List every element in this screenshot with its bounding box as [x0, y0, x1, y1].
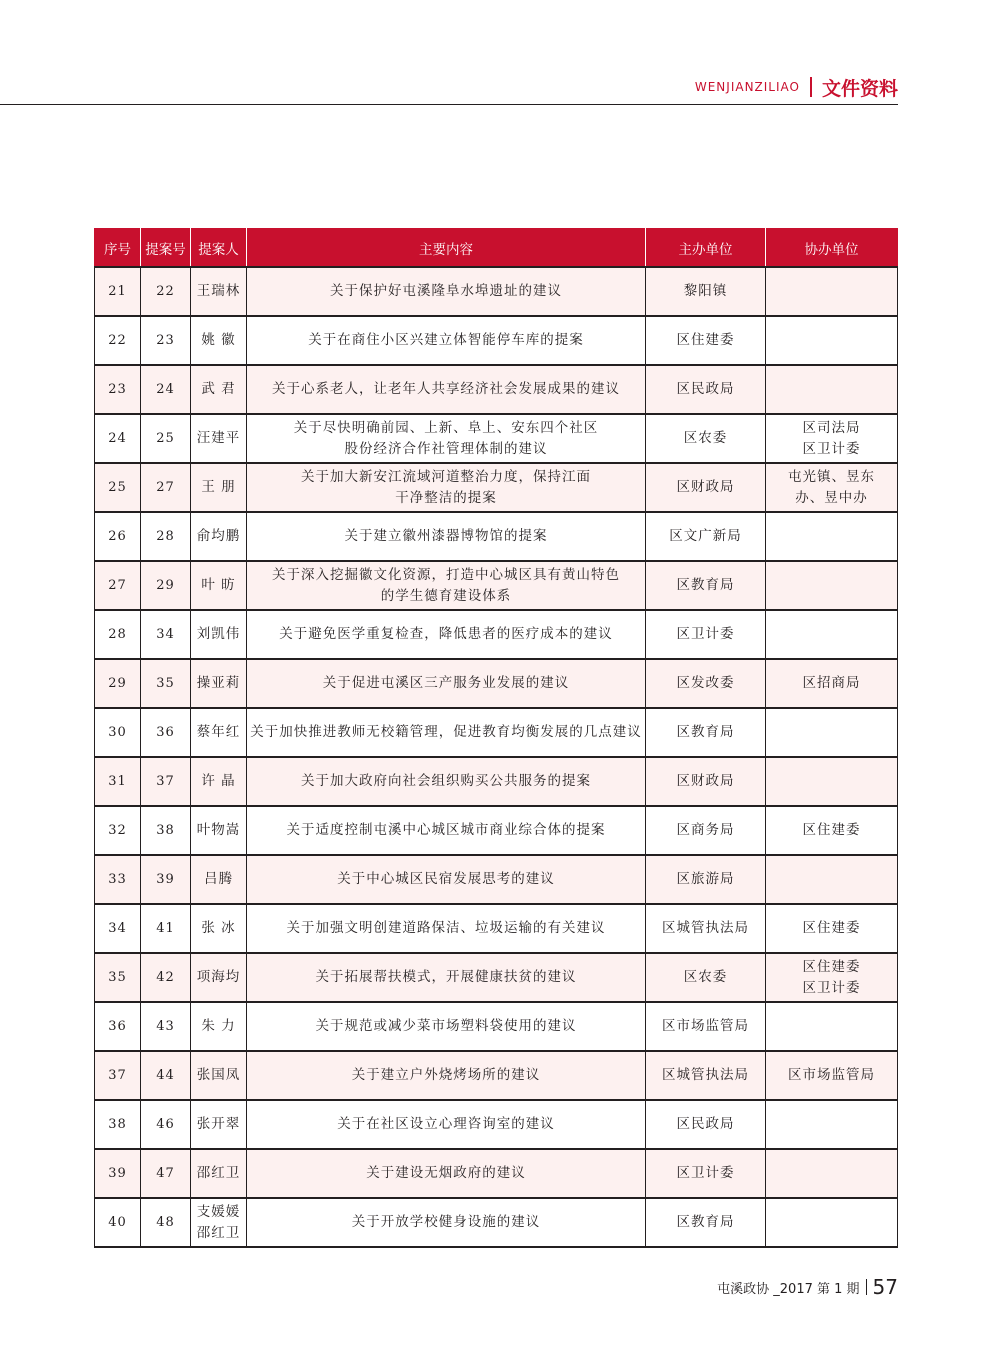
cell-assist-unit — [766, 708, 898, 757]
content-line: 关于建立徽州漆器博物馆的提案 — [344, 528, 548, 544]
cell-proposal-no: 27 — [141, 463, 191, 512]
page-number: 57 — [872, 1275, 898, 1299]
proposer-name: 操亚莉 — [196, 675, 241, 691]
content-line: 关于深入挖掘徽文化资源，打造中心城区具有黄山特色 — [272, 566, 620, 583]
table-row — [95, 708, 898, 757]
cell-assist-unit — [766, 953, 898, 1002]
table-row — [95, 512, 898, 561]
cell-host-unit: 区民政局 — [646, 1100, 766, 1149]
cell-proposer — [191, 316, 247, 365]
cell-content — [247, 512, 646, 561]
cell-assist-unit — [766, 1051, 898, 1100]
assist-unit: 区住建委 — [802, 822, 861, 838]
header-rule — [0, 104, 898, 105]
proposer-name: 支媛媛 — [196, 1203, 241, 1220]
cell-proposal-no: 22 — [141, 267, 191, 316]
cell-proposer — [191, 1198, 247, 1247]
assist-unit: 区卫计委 — [802, 979, 861, 996]
cell-proposal-no: 44 — [141, 1051, 191, 1100]
table-row — [95, 1002, 898, 1051]
cell-proposer — [191, 610, 247, 659]
cell-proposal-no: 48 — [141, 1198, 191, 1247]
cell-seq: 23 — [95, 365, 141, 414]
cell-proposal-no: 34 — [141, 610, 191, 659]
cell-proposal-no: 47 — [141, 1149, 191, 1198]
cell-seq: 39 — [95, 1149, 141, 1198]
cell-proposer — [191, 561, 247, 610]
page-footer — [717, 1275, 898, 1299]
cell-assist-unit — [766, 659, 898, 708]
cell-assist-unit — [766, 365, 898, 414]
cell-host-unit: 区卫计委 — [646, 1149, 766, 1198]
cell-assist-unit — [766, 757, 898, 806]
table-row — [95, 1149, 898, 1198]
table-row — [95, 610, 898, 659]
header-section-title: 文件资料 — [821, 77, 898, 100]
cell-assist-unit — [766, 806, 898, 855]
cell-proposal-no: 25 — [141, 414, 191, 463]
proposer-name: 姚 徽 — [201, 332, 236, 348]
cell-content — [247, 953, 646, 1002]
cell-host-unit: 区城管执法局 — [646, 904, 766, 953]
proposer-name: 朱 力 — [201, 1018, 236, 1034]
cell-proposal-no: 29 — [141, 561, 191, 610]
cell-proposer — [191, 855, 247, 904]
content-line: 关于开放学校健身设施的建议 — [351, 1214, 541, 1230]
cell-assist-unit — [766, 1149, 898, 1198]
cell-host-unit: 区城管执法局 — [646, 1051, 766, 1100]
proposer-name: 邵红卫 — [196, 1165, 241, 1181]
table-row — [95, 953, 898, 1002]
table-header-row — [95, 229, 898, 268]
column-header-proposer: 提案人 — [191, 229, 247, 268]
cell-proposer — [191, 512, 247, 561]
cell-content — [247, 414, 646, 463]
cell-proposal-no: 24 — [141, 365, 191, 414]
cell-assist-unit — [766, 561, 898, 610]
assist-unit: 屯光镇、昱东 — [788, 468, 875, 485]
content-line: 关于适度控制屯溪中心城区城市商业综合体的提案 — [286, 822, 606, 838]
cell-content — [247, 1149, 646, 1198]
content-line: 关于在社区设立心理咨询室的建议 — [337, 1116, 555, 1132]
cell-seq: 24 — [95, 414, 141, 463]
table-body — [95, 267, 898, 1247]
cell-seq: 35 — [95, 953, 141, 1002]
content-line: 关于规范或减少菜市场塑料袋使用的建议 — [315, 1018, 577, 1034]
content-line: 关于建立户外烧烤场所的建议 — [351, 1067, 541, 1083]
cell-content — [247, 610, 646, 659]
content-line: 关于加大新安江流域河道整治力度，保持江面 — [301, 468, 591, 485]
cell-host-unit: 区旅游局 — [646, 855, 766, 904]
cell-host-unit: 区市场监管局 — [646, 1002, 766, 1051]
content-line: 的学生德育建设体系 — [380, 587, 512, 604]
cell-assist-unit — [766, 1002, 898, 1051]
assist-unit: 区招商局 — [802, 675, 861, 691]
cell-proposer — [191, 953, 247, 1002]
assist-unit: 区卫计委 — [802, 440, 861, 457]
cell-content — [247, 708, 646, 757]
cell-host-unit: 区民政局 — [646, 365, 766, 414]
cell-proposal-no: 41 — [141, 904, 191, 953]
cell-assist-unit — [766, 1100, 898, 1149]
column-header-assist-unit: 协办单位 — [766, 229, 898, 268]
cell-assist-unit — [766, 463, 898, 512]
proposer-name: 叶物嵩 — [196, 822, 241, 838]
cell-seq: 32 — [95, 806, 141, 855]
proposer-name: 张 冰 — [201, 920, 236, 936]
proposer-name: 邵红卫 — [196, 1224, 241, 1241]
cell-content — [247, 1100, 646, 1149]
cell-proposer — [191, 1051, 247, 1100]
cell-host-unit: 区教育局 — [646, 561, 766, 610]
cell-proposer — [191, 365, 247, 414]
cell-proposer — [191, 708, 247, 757]
cell-proposer — [191, 904, 247, 953]
header-divider — [810, 77, 812, 97]
content-line: 关于建设无烟政府的建议 — [366, 1165, 526, 1181]
cell-proposer — [191, 659, 247, 708]
assist-unit: 区住建委 — [802, 920, 861, 936]
cell-seq: 29 — [95, 659, 141, 708]
cell-content — [247, 757, 646, 806]
content-line: 关于加大政府向社会组织购买公共服务的提案 — [301, 773, 591, 789]
cell-content — [247, 365, 646, 414]
assist-unit: 区住建委 — [802, 958, 861, 975]
proposer-name: 汪建平 — [196, 430, 241, 446]
cell-host-unit: 区商务局 — [646, 806, 766, 855]
cell-host-unit: 区文广新局 — [646, 512, 766, 561]
page-header — [695, 72, 898, 102]
content-line: 关于避免医学重复检查，降低患者的医疗成本的建议 — [279, 626, 613, 642]
cell-assist-unit — [766, 610, 898, 659]
cell-proposer — [191, 463, 247, 512]
cell-host-unit: 黎阳镇 — [646, 267, 766, 316]
cell-seq: 36 — [95, 1002, 141, 1051]
table-row — [95, 1100, 898, 1149]
cell-host-unit: 区教育局 — [646, 708, 766, 757]
cell-content — [247, 1051, 646, 1100]
proposer-name: 俞均鹏 — [196, 528, 241, 544]
table-row — [95, 855, 898, 904]
cell-proposer — [191, 1002, 247, 1051]
cell-proposal-no: 42 — [141, 953, 191, 1002]
assist-unit: 办、昱中办 — [795, 489, 868, 506]
table-row — [95, 1051, 898, 1100]
cell-proposal-no: 38 — [141, 806, 191, 855]
proposer-name: 张开翠 — [196, 1116, 241, 1132]
cell-seq: 34 — [95, 904, 141, 953]
column-header-host-unit: 主办单位 — [646, 229, 766, 268]
table-row — [95, 757, 898, 806]
content-line: 关于促进屯溪区三产服务业发展的建议 — [322, 675, 570, 691]
cell-seq: 40 — [95, 1198, 141, 1247]
cell-proposer — [191, 1100, 247, 1149]
proposer-name: 王瑞林 — [196, 283, 241, 299]
cell-content — [247, 1002, 646, 1051]
cell-seq: 26 — [95, 512, 141, 561]
column-header-content: 主要内容 — [247, 229, 646, 268]
cell-seq: 21 — [95, 267, 141, 316]
cell-content — [247, 1198, 646, 1247]
proposal-table — [94, 228, 898, 1248]
cell-seq: 38 — [95, 1100, 141, 1149]
content-line: 股份经济合作社管理体制的建议 — [344, 440, 548, 457]
cell-proposal-no: 37 — [141, 757, 191, 806]
cell-proposer — [191, 757, 247, 806]
cell-proposer — [191, 806, 247, 855]
cell-seq: 31 — [95, 757, 141, 806]
content-line: 关于加快推进教师无校籍管理，促进教育均衡发展的几点建议 — [250, 724, 642, 740]
cell-content — [247, 463, 646, 512]
cell-assist-unit — [766, 267, 898, 316]
cell-host-unit: 区住建委 — [646, 316, 766, 365]
cell-proposal-no: 39 — [141, 855, 191, 904]
cell-proposal-no: 35 — [141, 659, 191, 708]
cell-seq: 30 — [95, 708, 141, 757]
cell-proposer — [191, 267, 247, 316]
cell-content — [247, 267, 646, 316]
cell-proposal-no: 46 — [141, 1100, 191, 1149]
table-row — [95, 414, 898, 463]
proposer-name: 武 君 — [201, 381, 236, 397]
content-line: 关于中心城区民宿发展思考的建议 — [337, 871, 555, 887]
cell-proposer — [191, 1149, 247, 1198]
cell-host-unit: 区财政局 — [646, 757, 766, 806]
proposer-name: 蔡年红 — [196, 724, 241, 740]
assist-unit: 区市场监管局 — [788, 1067, 875, 1083]
header-english: WENJIANZILIAO — [694, 80, 800, 94]
table-row — [95, 1198, 898, 1247]
table-row — [95, 806, 898, 855]
cell-assist-unit — [766, 414, 898, 463]
content-line: 关于拓展帮扶模式，开展健康扶贫的建议 — [315, 969, 577, 985]
cell-seq: 37 — [95, 1051, 141, 1100]
cell-assist-unit — [766, 855, 898, 904]
cell-content — [247, 316, 646, 365]
cell-assist-unit — [766, 904, 898, 953]
cell-content — [247, 806, 646, 855]
table-row — [95, 904, 898, 953]
cell-seq: 28 — [95, 610, 141, 659]
proposer-name: 张国凤 — [196, 1067, 241, 1083]
table-row — [95, 463, 898, 512]
content-line: 干净整洁的提案 — [395, 489, 497, 506]
cell-proposal-no: 28 — [141, 512, 191, 561]
cell-assist-unit — [766, 512, 898, 561]
cell-seq: 25 — [95, 463, 141, 512]
cell-proposal-no: 36 — [141, 708, 191, 757]
content-line: 关于保护好屯溪隆阜水埠遗址的建议 — [330, 283, 562, 299]
proposer-name: 叶 昉 — [201, 577, 236, 593]
cell-proposal-no: 43 — [141, 1002, 191, 1051]
cell-host-unit: 区财政局 — [646, 463, 766, 512]
table-row — [95, 365, 898, 414]
cell-seq: 22 — [95, 316, 141, 365]
content-line: 关于尽快明确前园、上新、阜上、安东四个社区 — [293, 419, 599, 436]
cell-assist-unit — [766, 316, 898, 365]
cell-content — [247, 561, 646, 610]
cell-host-unit: 区卫计委 — [646, 610, 766, 659]
table-row — [95, 267, 898, 316]
cell-content — [247, 659, 646, 708]
cell-seq: 27 — [95, 561, 141, 610]
content-line: 关于在商住小区兴建立体智能停车库的提案 — [308, 332, 584, 348]
footer-publication: 屯溪政协 _2017 第 1 期 — [717, 1281, 860, 1297]
table-row — [95, 316, 898, 365]
cell-assist-unit — [766, 1198, 898, 1247]
cell-seq: 33 — [95, 855, 141, 904]
cell-host-unit: 区教育局 — [646, 1198, 766, 1247]
cell-proposal-no: 23 — [141, 316, 191, 365]
cell-host-unit: 区农委 — [646, 414, 766, 463]
cell-content — [247, 904, 646, 953]
proposer-name: 刘凯伟 — [196, 626, 241, 642]
table-row — [95, 659, 898, 708]
proposer-name: 许 晶 — [201, 773, 236, 789]
cell-proposer — [191, 414, 247, 463]
proposer-name: 项海均 — [196, 969, 241, 985]
column-header-seq: 序号 — [95, 229, 141, 268]
cell-host-unit: 区农委 — [646, 953, 766, 1002]
footer-divider — [866, 1279, 867, 1295]
column-header-proposal-no: 提案号 — [141, 229, 191, 268]
content-line: 关于心系老人，让老年人共享经济社会发展成果的建议 — [272, 381, 620, 397]
table-row — [95, 561, 898, 610]
proposer-name: 吕腾 — [204, 871, 233, 887]
cell-content — [247, 855, 646, 904]
proposer-name: 王 朋 — [201, 479, 236, 495]
assist-unit: 区司法局 — [802, 419, 861, 436]
content-line: 关于加强文明创建道路保洁、垃圾运输的有关建议 — [286, 920, 606, 936]
cell-host-unit: 区发改委 — [646, 659, 766, 708]
